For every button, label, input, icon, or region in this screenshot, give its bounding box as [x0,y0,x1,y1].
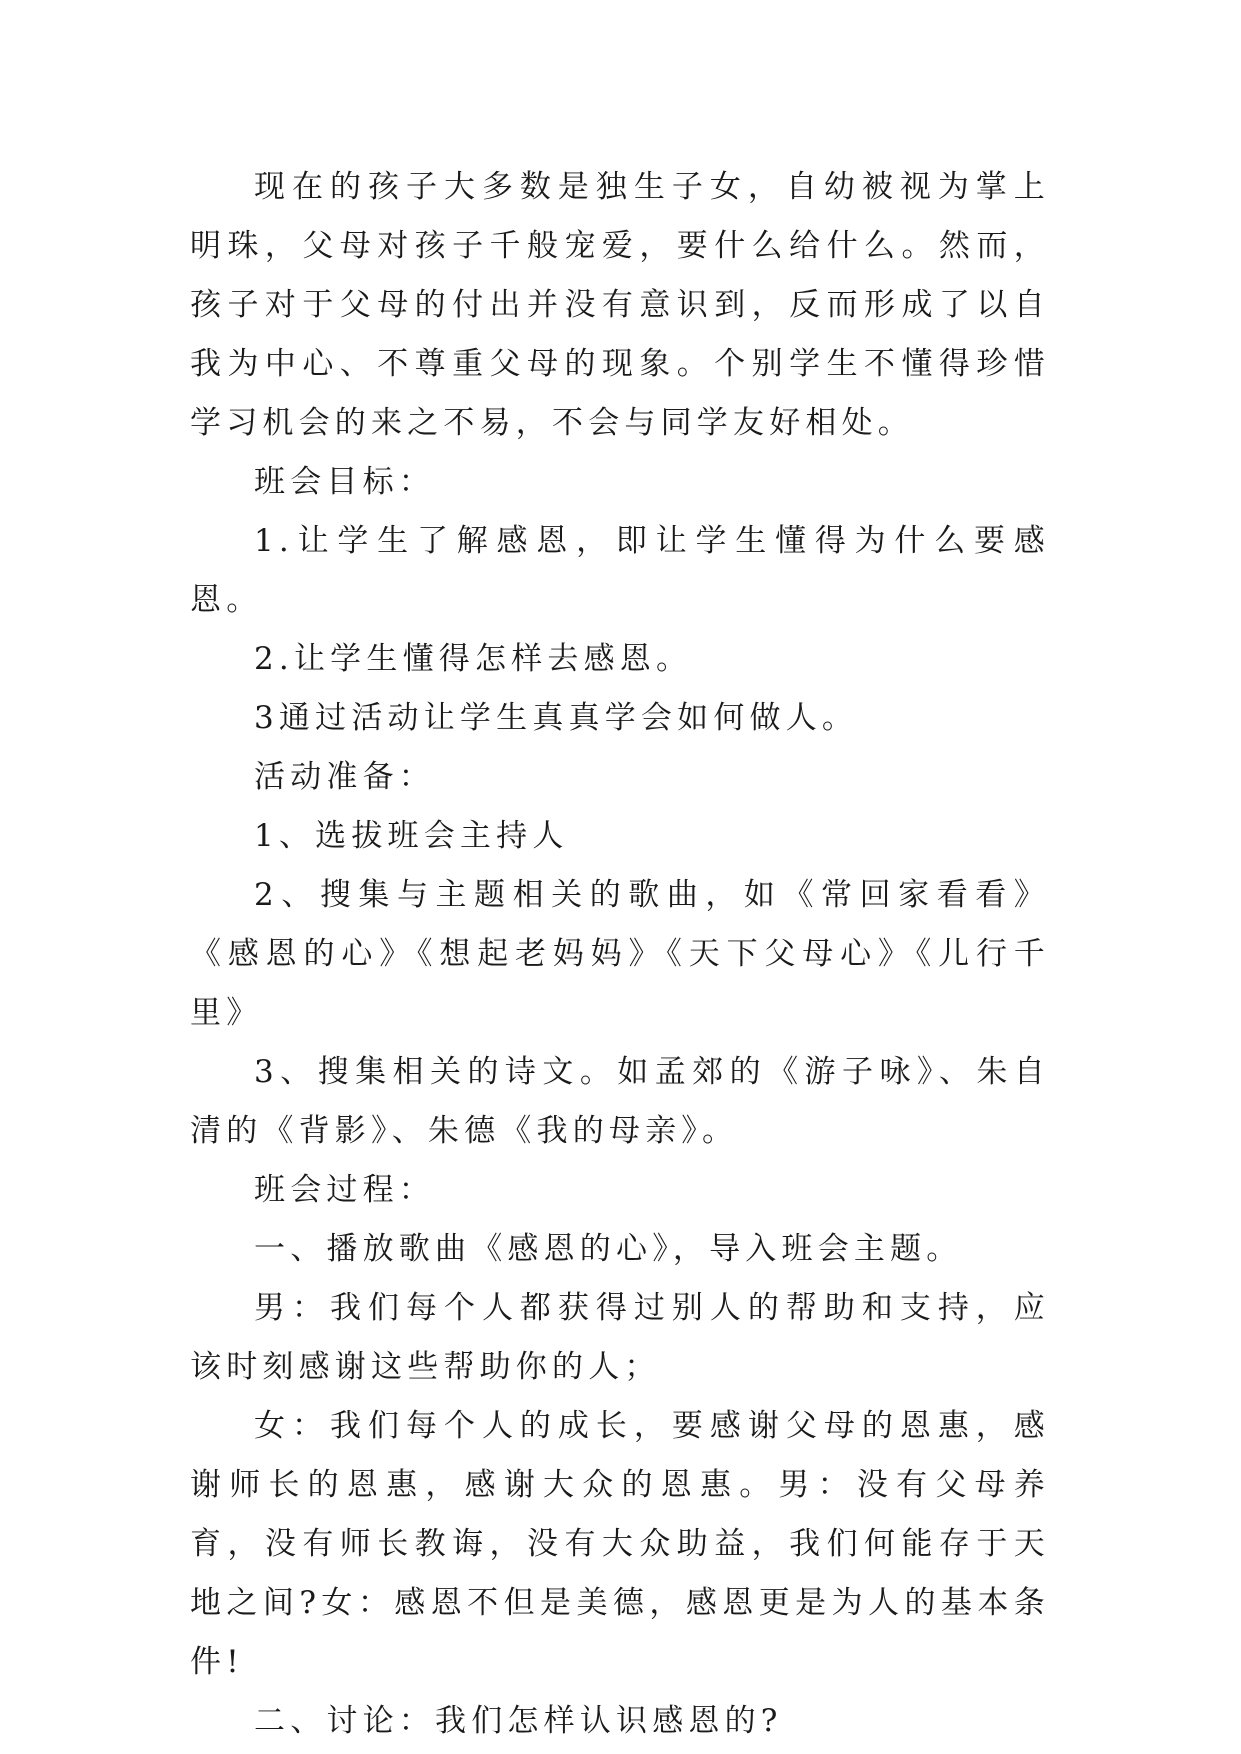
dialogue-paragraph-2: 女：我们每个人的成长，要感谢父母的恩惠，感谢师长的恩惠，感谢大众的恩惠。男：没有父母养育，没有师长教诲，没有大众助益，我们何能存于天地之间?女：感恩不但是美德，感恩更是为人的基本条件! [190,1408,1050,1680]
section-heading-goals: 班会目标： [254,464,435,500]
intro-paragraph: 现在的孩子大多数是独生子女，自幼被视为掌上明珠，父母对孩子千般宠爱，要什么给什么。然而，孩子对于父母的付出并没有意识到，反而形成了以自我为中心、不尊重父母的现象。个别学生不懂得珍惜学习机会的来之不易，不会与同学友好相处。 [190,169,1050,441]
preparation-item-2: 2、搜集与主题相关的歌曲，如《常回家看看》《感恩的心》《想起老妈妈》《天下父母心》《儿行千里》 [190,877,1050,1031]
section-heading-process: 班会过程： [254,1172,435,1208]
goal-item-3: 3通过活动让学生真真学会如何做人。 [254,700,859,736]
goal-item-1: 1.让学生了解感恩，即让学生懂得为什么要感恩。 [190,523,1050,618]
preparation-item-3: 3、搜集相关的诗文。如孟郊的《游子咏》、朱自清的《背影》、朱德《我的母亲》。 [190,1054,1050,1149]
document-page [190,158,1050,1751]
preparation-item-1: 1、选拔班会主持人 [254,818,569,854]
process-step-1: 一、播放歌曲《感恩的心》，导入班会主题。 [254,1231,963,1267]
dialogue-paragraph-1: 男：我们每个人都获得过别人的帮助和支持，应该时刻感谢这些帮助你的人； [190,1290,1050,1385]
goal-item-2: 2.让学生懂得怎样去感恩。 [254,641,693,677]
process-step-2: 二、讨论：我们怎样认识感恩的? [254,1703,783,1739]
section-heading-preparation: 活动准备： [254,759,435,795]
